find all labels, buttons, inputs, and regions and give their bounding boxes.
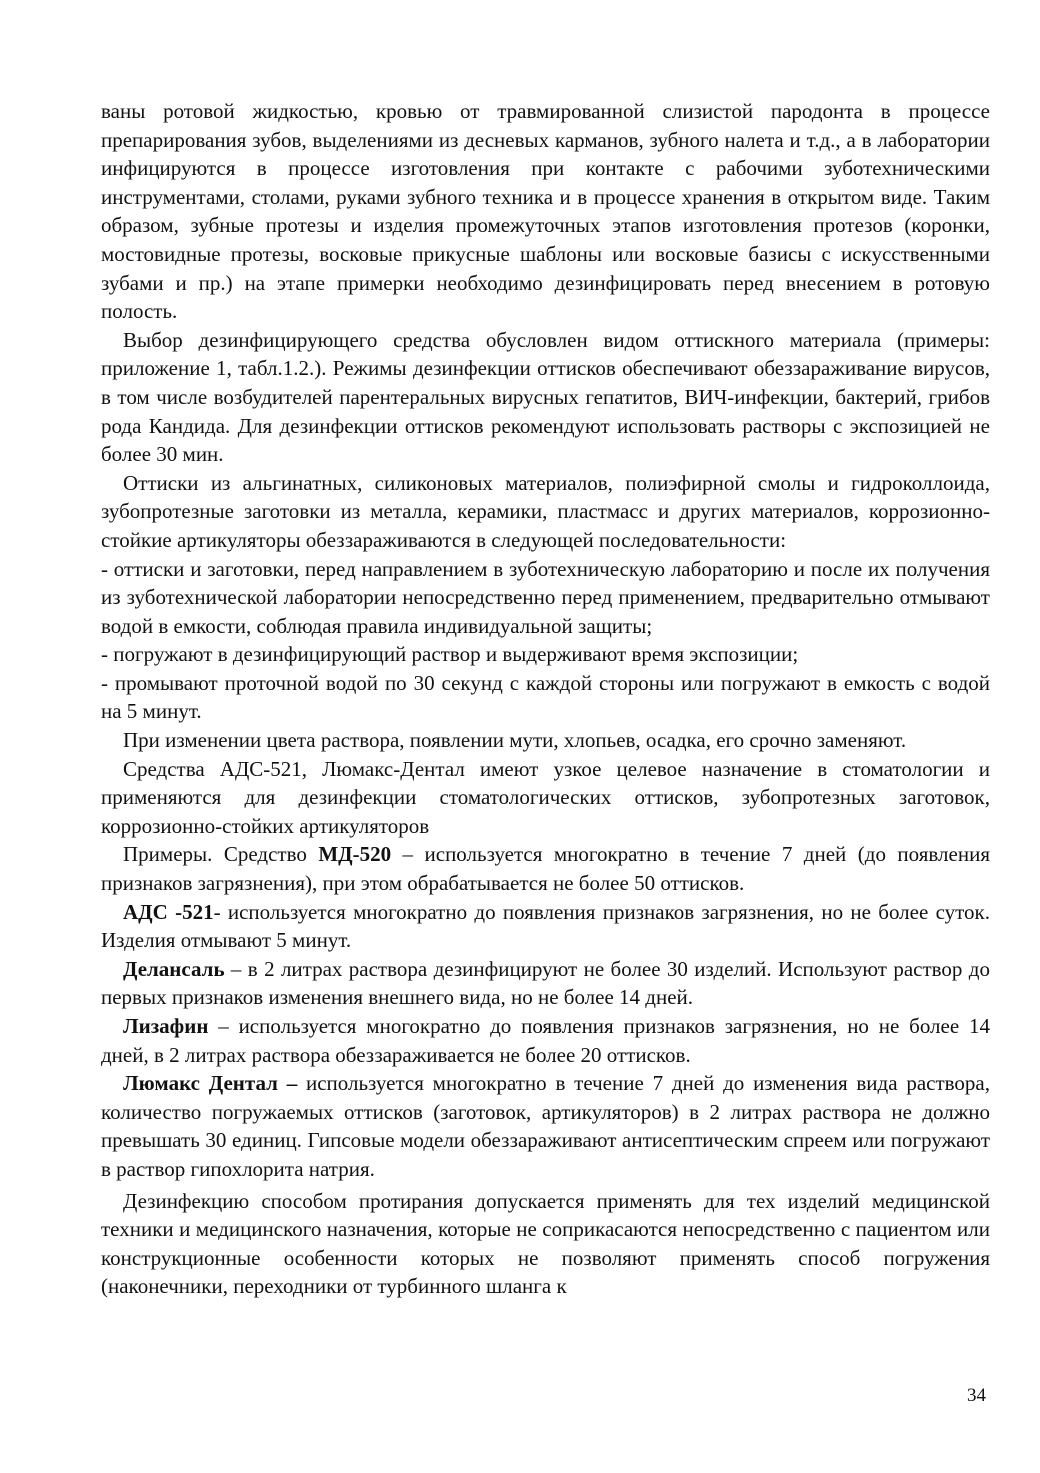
paragraph-example-md520 [101,840,990,897]
paragraph-lizafin [101,1012,990,1069]
example-md520-text: – используется многократно в течение 7 дней (до появления признаков загрязнения), при этом обрабатывается не более 50 оттисков. [101,842,990,896]
paragraph-continuation: ваны ротовой жидкостью, кровью от травмированной слизистой пародонта в процессе препарирования зубов, выделениями из десневых карманов, зубного налета и т.д., а в лаборатории инфицируются в процессе изготовления при контакте с рабочими зуботехническими инструментами, столами, руками зубного техника и в процессе хранения в открытом виде. Таким образом, зубные протезы и изделия промежуточных этапов изготовления протезов (коронки, мостовидные протезы, восковые прикусные шаблоны или восковые базисы с искусственными зубами и пр.) на этапе примерки необходимо дезинфицировать перед внесением в ротовую полость. [101,99,990,324]
paragraph-ads521 [101,898,990,955]
page-number: 34 [967,1385,986,1406]
product-name-lumax-dental: Люмакс Дентал – [123,1071,298,1096]
product-name-ads521: АДС -521 [123,899,214,924]
delansal-text: – в 2 литрах раствора дезинфицируют не более 30 изделий. Используют раствор до первых признаков изменения внешнего вида, но не более 14 дней. [101,956,990,1010]
lizafin-text: – используется многократно до появления признаков загрязнения, но не более 14 дней, в 2 литрах раствора обеззараживается не более 20 оттисков. [101,1014,990,1067]
paragraph-lumax-dental [101,1069,990,1183]
paragraph-narrow-purpose: Средства АДС-521, Люмакс-Дентал имеют узкое целевое назначение в стоматологии и применяются для дезинфекции стоматологических оттисков, зубопротезных заготовок, коррозионно-стойких артикуляторов [101,756,990,838]
paragraph-wipe-disinfection: Дезинфекцию способом протирания допускается применять для тех изделий медицинской техники и медицинского назначения, которые не соприкасаются непосредственно с пациентом или конструкционные особенности которых не позволяют применять способ погружения (наконечники, переходники от турбинного шланга к [101,1188,990,1299]
paragraph-replace-solution: При изменении цвета раствора, появлении мути, хлопьев, осадка, его срочно заменяют. [123,728,907,753]
product-name-delansal: Делансаль [123,956,225,981]
product-name-md520: МД-520 [318,842,392,867]
example-prefix: Примеры. Средство [123,842,319,867]
list-item-rinse: - промывают проточной водой по 30 секунд с каждой стороны или погружают в емкость с водой на 5 минут. [101,670,990,724]
paragraph-disinfectant-choice: Выбор дезинфицирующего средства обусловлен видом оттискного материала (примеры: приложение 1, табл.1.2.). Режимы дезинфекции оттисков обеспечивают обеззараживание вирусов, в том числе возбудителей парентеральных вирусных гепатитов, ВИЧ-инфекции, бактерий, грибов рода Кандида. Для дезинфекции оттисков рекомендуют использовать растворы с экспозицией не более 30 мин. [101,327,990,467]
list-item-immerse: - погружают в дезинфицирующий раствор и выдерживают время экспозиции; [101,642,799,667]
body-text [101,97,990,1301]
paragraph-impressions-sequence: Оттиски из альгинатных, силиконовых материалов, полиэфирной смолы и гидроколлоида, зубопротезные заготовки из металла, керамики, пластмасс и других материалов, коррозионно-стойкие артикуляторы обеззараживаются в следующей последовательности: [101,470,990,552]
ads521-text: - используется многократно до появления признаков загрязнения, но не более суток. Изделия отмывают 5 минут. [101,899,990,953]
lumax-dental-text: используется многократно в течение 7 дней до изменения вида раствора, количество погружаемых оттисков (заготовок, артикуляторов) в 2 литрах раствора не должно превышать 30 единиц. Гипсовые модели обеззараживают антисептическим спреем или погружают в раствор гипохлорита натрия. [101,1071,990,1181]
list-item-wash: - оттиски и заготовки, перед направлением в зуботехническую лабораторию и после их получения из зуботехнической лаборатории непосредственно перед применением, предварительно отмывают водой в емкости, соблюдая правила индивидуальной защиты; [101,556,990,638]
product-name-lizafin: Лизафин [123,1014,209,1038]
paragraph-delansal [101,955,990,1012]
